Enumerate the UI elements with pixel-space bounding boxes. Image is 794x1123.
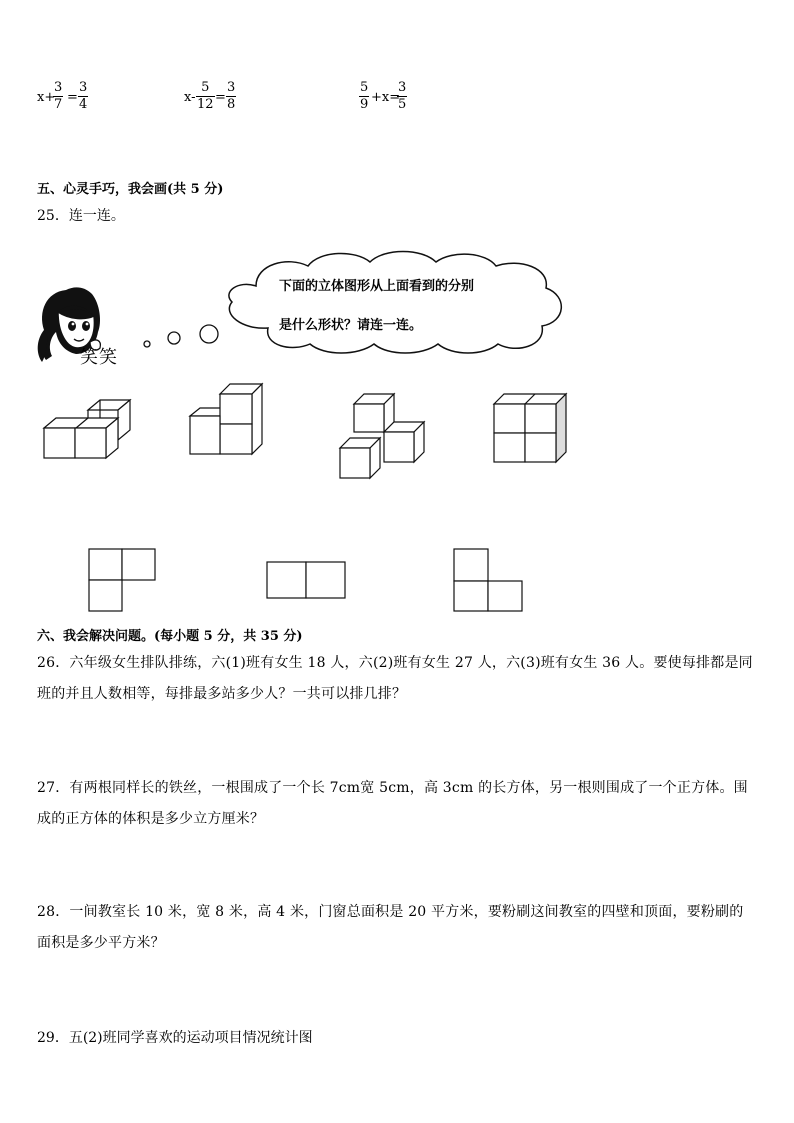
eq1-fraction-2 (78, 80, 88, 113)
bubble-text-line-1: 下面的立体图形从上面看到的分别 (279, 279, 475, 294)
eq2-fraction-1 (196, 80, 215, 113)
numerator: 3 (398, 80, 407, 95)
eq2-equals: = (215, 90, 226, 105)
question-28: 28．一间教室长 10 米，宽 8 米，高 4 米，门窗总面积是 20 平方米，要粉刷这间教室的四壁和顶面，要粉刷的面积是多少平方米？ (37, 904, 744, 951)
eq1-prefix: x+ (37, 90, 56, 105)
numerator: 3 (227, 80, 236, 95)
denominator: 9 (360, 97, 369, 112)
top-view-3 (453, 548, 525, 614)
solid-figure-1 (40, 398, 130, 460)
question-25: 25．连一连。 (37, 208, 125, 224)
eq2-fraction-2 (226, 80, 236, 113)
bubble-text-line-2: 是什么形状？请连一连。 (279, 318, 423, 333)
eq3-fraction-1 (359, 80, 369, 113)
eq3-mid: +x= (371, 90, 401, 105)
denominator: 4 (79, 97, 88, 112)
eq2-prefix: x- (184, 90, 196, 105)
girl-caption: 笑笑 (80, 347, 118, 368)
numerator: 3 (54, 80, 63, 95)
question-29: 29．五(2)班同学喜欢的运动项目情况统计图 (37, 1030, 313, 1046)
numerator: 5 (360, 80, 369, 95)
section-6-title: 六、我会解决问题。(每小题 5 分，共 35 分) (37, 629, 303, 644)
denominator: 7 (54, 97, 63, 112)
eq1-fraction-1 (53, 80, 63, 113)
question-26: 26．六年级女生排队排练，六(1)班有女生 18 人，六(2)班有女生 27 人，六(3)班有女生 36 人。要使每排都是同班的并且人数相等，每排最多站多少人？一共可以排几排？ (37, 655, 753, 702)
top-view-2 (266, 561, 348, 601)
eq3-fraction-2 (397, 80, 407, 113)
solid-figure-4 (492, 392, 570, 464)
denominator: 5 (398, 97, 407, 112)
denominator: 8 (227, 97, 236, 112)
solid-figure-2 (186, 382, 266, 458)
denominator: 12 (197, 97, 214, 112)
solid-figure-3 (338, 392, 428, 480)
top-view-1 (88, 548, 158, 614)
question-27: 27．有两根同样长的铁丝，一根围成了一个长 7cm宽 5cm，高 3cm 的长方体，另一根则围成了一个正方体。围成的正方体的体积是多少立方厘米？ (37, 780, 748, 827)
numerator: 3 (79, 80, 88, 95)
speech-cloud (216, 246, 576, 358)
thought-dots (138, 318, 228, 358)
eq1-equals: = (67, 90, 78, 105)
numerator: 5 (196, 80, 215, 97)
section-5-title: 五、心灵手巧，我会画(共 5 分) (37, 182, 224, 197)
